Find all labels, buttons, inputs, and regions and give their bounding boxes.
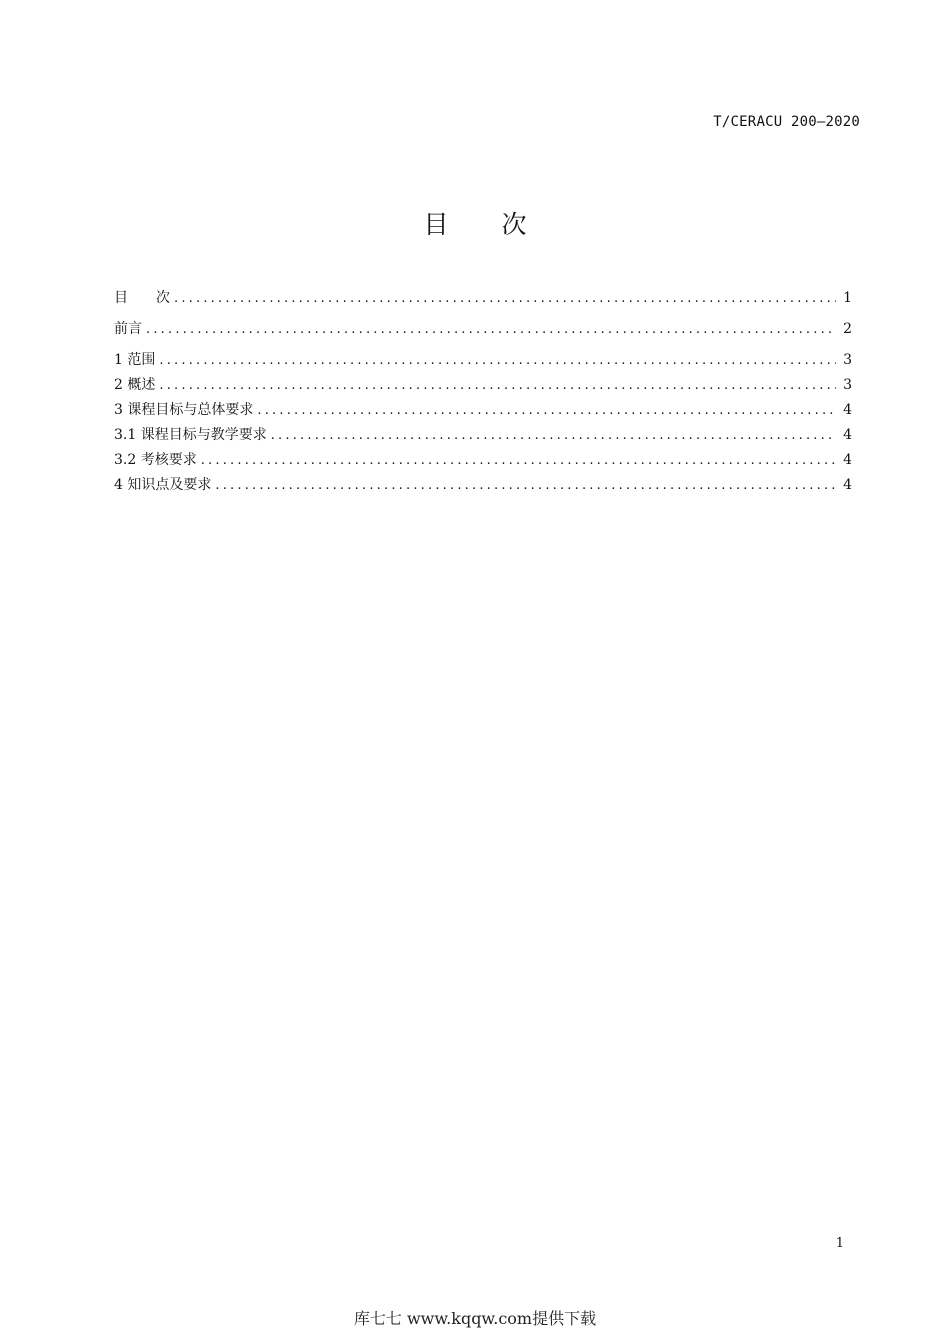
toc-dot-leader	[159, 376, 836, 396]
toc-dot-leader	[201, 451, 836, 471]
download-watermark: 库七七 www.kqqw.com提供下载	[353, 1309, 597, 1328]
toc-item-label: 前言	[114, 321, 142, 337]
toc-item-page: 3	[843, 352, 852, 368]
toc-item-label: 4 知识点及要求	[114, 477, 212, 493]
toc-item-page: 2	[843, 321, 852, 337]
toc-item-foreword[interactable]	[114, 319, 852, 344]
toc-list	[114, 288, 852, 500]
toc-item-knowledge-points[interactable]	[114, 475, 852, 500]
toc-item-page: 4	[843, 452, 852, 468]
toc-item-label: 3.1 课程目标与教学要求	[114, 427, 267, 443]
toc-item-page: 4	[843, 402, 852, 418]
page-number: 1	[835, 1236, 844, 1251]
toc-item-scope[interactable]	[114, 350, 852, 375]
toc-item-contents[interactable]	[114, 288, 852, 313]
toc-item-label: 目 次	[114, 290, 170, 306]
toc-item-course-goals[interactable]	[114, 400, 852, 425]
toc-item-overview[interactable]	[114, 375, 852, 400]
toc-title: 目 次	[423, 210, 527, 239]
toc-dot-leader	[174, 289, 836, 309]
toc-item-teaching-requirements[interactable]	[114, 425, 852, 450]
toc-item-page: 4	[843, 427, 852, 443]
toc-item-label: 1 范围	[114, 352, 156, 368]
toc-dot-leader	[271, 426, 836, 446]
toc-dot-leader	[146, 320, 836, 340]
toc-item-page: 1	[843, 290, 852, 306]
toc-item-label: 3 课程目标与总体要求	[114, 402, 254, 418]
toc-dot-leader	[215, 476, 836, 496]
toc-dot-leader	[257, 401, 836, 421]
toc-item-label: 2 概述	[114, 377, 156, 393]
toc-item-label: 3.2 考核要求	[114, 452, 197, 468]
toc-item-page: 3	[843, 377, 852, 393]
document-code: T/CERACU 200—2020	[713, 114, 860, 130]
toc-dot-leader	[159, 351, 836, 371]
toc-item-page: 4	[843, 477, 852, 493]
toc-item-assessment[interactable]	[114, 450, 852, 475]
